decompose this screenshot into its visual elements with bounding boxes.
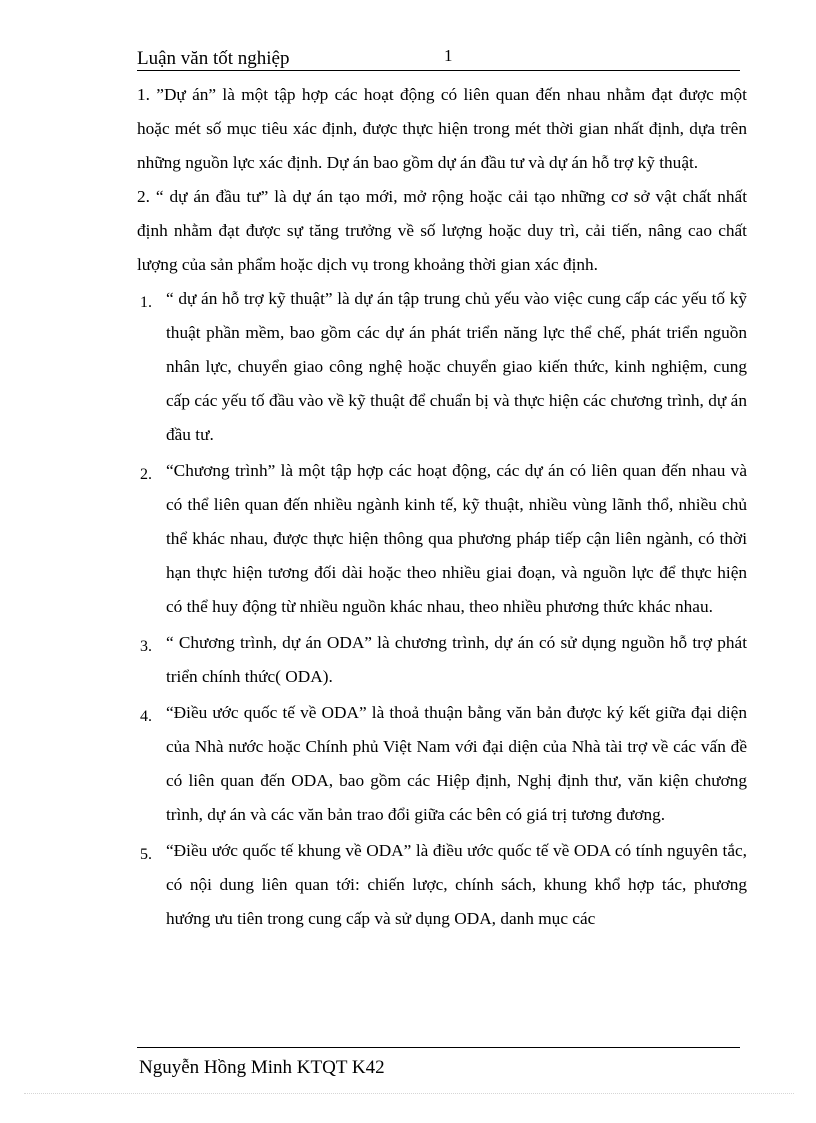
list-item-text: “Điều ước quốc tế về ODA” là thoả thuận bằng văn bản được ký kết giữa đại diện của Nhà nước hoặc Chính phủ Việt Nam với đại diện của Nhà tài trợ về các vấn đề có liên quan đến ODA, bao gồm các Hiệp định, Nghị định thư, văn kiện chương trình, dự án và các văn bản trao đổi giữa các bên có giá trị tương đương. bbox=[166, 703, 747, 824]
list-item-text: “ dự án hỗ trợ kỹ thuật” là dự án tập trung chủ yếu vào việc cung cấp các yếu tố kỹ thuật phần mềm, bao gồm các dự án phát triển năng lực thể chế, phát triển nguồn nhân lực, chuyển giao công nghệ hoặc chuyển giao kiến thức, kinh nghiệm, cung cấp các yếu tố đầu vào về kỹ thuật để chuẩn bị và thực hiện các chương trình, dự án đầu tư. bbox=[166, 289, 747, 444]
list-marker: 3. bbox=[140, 638, 152, 655]
numbered-list bbox=[137, 282, 747, 936]
list-item-text: “Điều ước quốc tế khung về ODA” là điều ước quốc tế về ODA có tính nguyên tắc, có nội dung liên quan tới: chiến lược, chính sách, khung khổ hợp tác, phương hướng ưu tiên trong cung cấp và sử dụng ODA, danh mục các bbox=[166, 841, 747, 928]
paragraph-1: 1. ”Dự án” là một tập hợp các hoạt động có liên quan đến nhau nhằm đạt được một hoặc mét số mục tiêu xác định, được thực hiện trong mét thời gian nhất định, dựa trên những nguồn lực xác định. Dự án bao gồm dự án đầu tư và dự án hỗ trợ kỹ thuật. bbox=[137, 85, 747, 172]
page-footer bbox=[137, 1047, 740, 1078]
footer-author: Nguyễn Hồng Minh KTQT K42 bbox=[139, 1057, 385, 1078]
list-item-text: “ Chương trình, dự án ODA” là chương trình, dự án có sử dụng nguồn hỗ trợ phát triển chính thức( ODA). bbox=[166, 633, 747, 686]
page-header bbox=[137, 46, 740, 71]
list-marker: 4. bbox=[140, 708, 152, 725]
list-item bbox=[137, 626, 747, 694]
list-marker: 5. bbox=[140, 846, 152, 863]
list-item bbox=[137, 454, 747, 624]
list-item bbox=[137, 282, 747, 452]
list-marker: 1. bbox=[140, 294, 152, 311]
header-title: Luận văn tốt nghiệp bbox=[137, 48, 290, 69]
list-item bbox=[137, 834, 747, 936]
list-item bbox=[137, 696, 747, 832]
list-item-text: “Chương trình” là một tập hợp các hoạt động, các dự án có liên quan đến nhau và có thể liên quan đến nhiều ngành kinh tế, kỹ thuật, nhiều vùng lãnh thổ, nhiều chủ thể khác nhau, được thực hiện thông qua phương pháp tiếp cận liên ngành, có thời hạn thực hiện tương đối dài hoặc theo nhiều giai đoạn, và nguồn lực để thực hiện có thể huy động từ nhiều nguồn khác nhau, theo nhiều phương thức khác nhau. bbox=[166, 461, 747, 616]
page-edge-divider bbox=[24, 1093, 794, 1094]
paragraph-2: 2. “ dự án đầu tư” là dự án tạo mới, mở rộng hoặc cải tạo những cơ sở vật chất nhất định nhằm đạt được sự tăng trưởng về số lượng hoặc duy trì, cải tiến, nâng cao chất lượng của sản phẩm hoặc dịch vụ trong khoảng thời gian xác định. bbox=[137, 187, 747, 274]
page-number: 1 bbox=[444, 46, 453, 65]
document-body bbox=[137, 78, 747, 938]
list-marker: 2. bbox=[140, 466, 152, 483]
